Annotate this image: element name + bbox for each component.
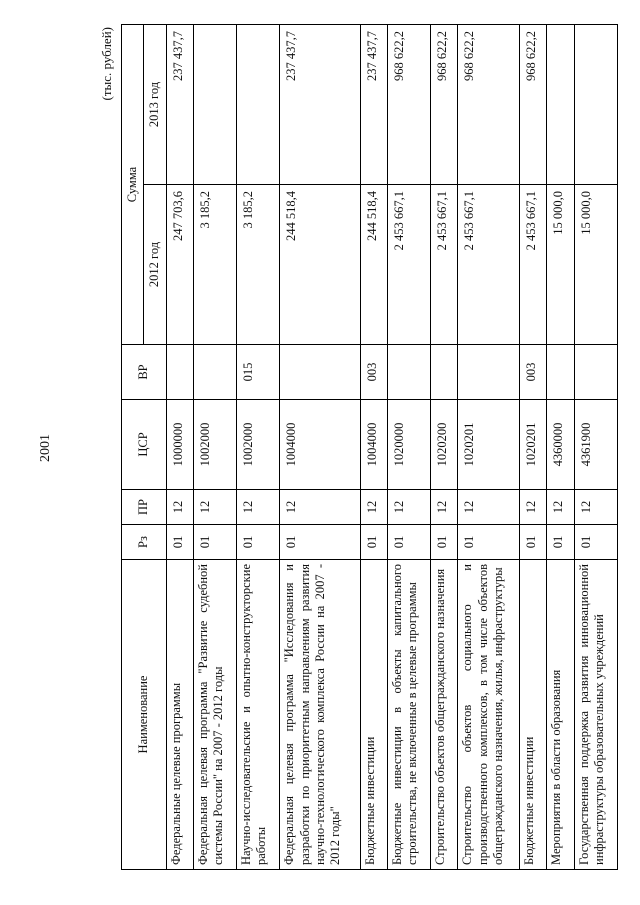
- cell-pr: 12: [431, 490, 458, 525]
- table-row: [574, 25, 617, 870]
- cell-sum-2012: 2 453 667,1: [458, 185, 520, 345]
- header-sum: Сумма: [122, 25, 144, 345]
- rotated-page-content: [95, 25, 620, 870]
- table-row: [236, 25, 279, 870]
- header-vr: ВР: [122, 345, 167, 400]
- cell-name: Государственная поддержка развития инновационной инфраструктуры образовательных учреждений: [574, 560, 617, 870]
- cell-sum-2012: 3 185,2: [193, 185, 236, 345]
- cell-sum-2013: [193, 25, 236, 185]
- cell-pr: 12: [193, 490, 236, 525]
- cell-sum-2012: 244 518,4: [360, 185, 387, 345]
- cell-pr: 12: [236, 490, 279, 525]
- cell-vr: [166, 345, 193, 400]
- cell-name: Бюджетные инвестиции: [360, 560, 387, 870]
- cell-name: Строительство объектов общегражданского назначения: [431, 560, 458, 870]
- cell-csr: 1020201: [520, 400, 547, 490]
- cell-pr: 12: [387, 490, 430, 525]
- header-row: [122, 25, 144, 870]
- cell-pr: 12: [547, 490, 574, 525]
- cell-rz: 01: [574, 525, 617, 560]
- cell-name: Федеральная целевая программа "Исследования и разработки по приоритетным направлениям развития научно-технологического комплекса России на 2007 - 2012 годы": [280, 560, 361, 870]
- cell-name: Федеральная целевая программа "Развитие судебной системы России" на 2007 - 2012 годы: [193, 560, 236, 870]
- cell-rz: 01: [520, 525, 547, 560]
- cell-sum-2013: 237 437,7: [280, 25, 361, 185]
- cell-sum-2013: [574, 25, 617, 185]
- cell-rz: 01: [360, 525, 387, 560]
- cell-csr: 1020200: [431, 400, 458, 490]
- cell-sum-2013: 237 437,7: [360, 25, 387, 185]
- cell-sum-2013: 968 622,2: [520, 25, 547, 185]
- cell-vr: [193, 345, 236, 400]
- cell-sum-2013: 968 622,2: [431, 25, 458, 185]
- header-csr: ЦСР: [122, 400, 167, 490]
- budget-table: [121, 24, 618, 870]
- cell-sum-2013: 237 437,7: [166, 25, 193, 185]
- cell-pr: 12: [458, 490, 520, 525]
- header-2013: 2013 год: [144, 25, 166, 185]
- header-pr: ПР: [122, 490, 167, 525]
- cell-vr: [431, 345, 458, 400]
- table-row: [387, 25, 430, 870]
- cell-csr: 1002000: [236, 400, 279, 490]
- cell-csr: 1020000: [387, 400, 430, 490]
- cell-rz: 01: [458, 525, 520, 560]
- cell-sum-2013: 968 622,2: [458, 25, 520, 185]
- cell-name: Мероприятия в области образования: [547, 560, 574, 870]
- table-row: [431, 25, 458, 870]
- cell-pr: 12: [166, 490, 193, 525]
- cell-sum-2012: 2 453 667,1: [387, 185, 430, 345]
- cell-rz: 01: [431, 525, 458, 560]
- cell-vr: 003: [360, 345, 387, 400]
- table-row: [166, 25, 193, 870]
- cell-vr: 003: [520, 345, 547, 400]
- cell-sum-2012: 244 518,4: [280, 185, 361, 345]
- cell-sum-2013: [236, 25, 279, 185]
- table-row: [280, 25, 361, 870]
- cell-csr: 1000000: [166, 400, 193, 490]
- table-row: [458, 25, 520, 870]
- cell-name: Научно-исследовательские и опытно-конструкторские работы: [236, 560, 279, 870]
- cell-vr: [547, 345, 574, 400]
- cell-name: Бюджетные инвестиции в объекты капитального строительства, не включенные в целевые программы: [387, 560, 430, 870]
- cell-sum-2013: [547, 25, 574, 185]
- cell-csr: 4360000: [547, 400, 574, 490]
- cell-sum-2012: 2 453 667,1: [520, 185, 547, 345]
- cell-csr: 1002000: [193, 400, 236, 490]
- cell-name: Строительство объектов социального и производственного комплексов, в том числе объектов общегражданского назначения, жилья, инфраструктуры: [458, 560, 520, 870]
- cell-sum-2012: 2 453 667,1: [431, 185, 458, 345]
- cell-rz: 01: [193, 525, 236, 560]
- table-body: [166, 25, 618, 870]
- cell-rz: 01: [280, 525, 361, 560]
- cell-sum-2012: 15 000,0: [574, 185, 617, 345]
- cell-vr: [458, 345, 520, 400]
- header-rz: Рз: [122, 525, 167, 560]
- cell-vr: 015: [236, 345, 279, 400]
- table-row: [520, 25, 547, 870]
- cell-pr: 12: [574, 490, 617, 525]
- cell-csr: 1004000: [360, 400, 387, 490]
- table-row: [193, 25, 236, 870]
- table-row: [547, 25, 574, 870]
- cell-sum-2012: 247 703,6: [166, 185, 193, 345]
- cell-name: Федеральные целевые программы: [166, 560, 193, 870]
- cell-sum-2013: 968 622,2: [387, 25, 430, 185]
- cell-pr: 12: [280, 490, 361, 525]
- cell-sum-2012: 3 185,2: [236, 185, 279, 345]
- cell-name: Бюджетные инвестиции: [520, 560, 547, 870]
- units-note: (тыс. рублей): [99, 27, 114, 101]
- header-name: Наименование: [122, 560, 167, 870]
- table-row: [360, 25, 387, 870]
- cell-rz: 01: [387, 525, 430, 560]
- cell-rz: 01: [236, 525, 279, 560]
- cell-pr: 12: [520, 490, 547, 525]
- cell-vr: [280, 345, 361, 400]
- cell-sum-2012: 15 000,0: [547, 185, 574, 345]
- cell-rz: 01: [547, 525, 574, 560]
- cell-csr: 1004000: [280, 400, 361, 490]
- cell-pr: 12: [360, 490, 387, 525]
- cell-rz: 01: [166, 525, 193, 560]
- cell-csr: 1020201: [458, 400, 520, 490]
- page-number: 2001: [38, 434, 53, 462]
- cell-csr: 4361900: [574, 400, 617, 490]
- cell-vr: [387, 345, 430, 400]
- header-2012: 2012 год: [144, 185, 166, 345]
- cell-vr: [574, 345, 617, 400]
